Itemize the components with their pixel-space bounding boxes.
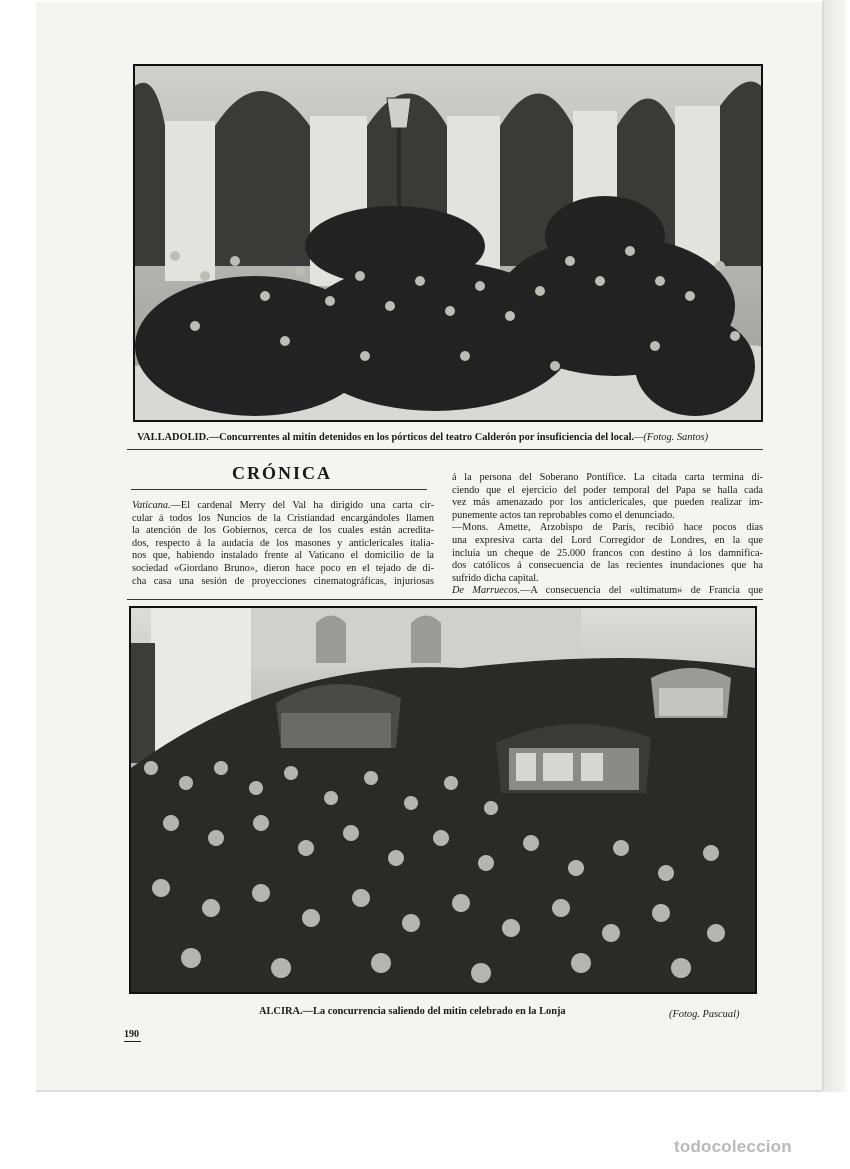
text-line: —El cardenal Merry del Val ha dirigido una carta cir- bbox=[170, 500, 434, 511]
section-title-underline bbox=[131, 489, 427, 490]
text-line: sociedad «Giordano Bruno», dieron hace poco en el tejado de di- bbox=[132, 562, 434, 574]
text-line: sufrido dicha capital. bbox=[452, 572, 539, 584]
text-line: —Mons. Amette, Arzobispo de París, recibió hace pocos días bbox=[452, 522, 763, 534]
text-line: cha casa una sesión de proyecciones cinematográficas, injuriosas bbox=[132, 575, 434, 587]
column-left bbox=[132, 500, 434, 588]
photo-alcira bbox=[129, 606, 757, 994]
photo-credit-alcira bbox=[669, 1009, 739, 1020]
text-line: punemente actos tan reprobables como el denunciado. bbox=[452, 509, 675, 521]
text-line: incluía un cheque de 25.000 francos con destino á los damnifica- bbox=[452, 547, 763, 559]
section-title: CRÓNICA bbox=[232, 463, 333, 483]
text-line: una expresiva carta del Lord Corregidor de Londres, en la que bbox=[452, 534, 763, 546]
watermark-logo: todocoleccion bbox=[674, 1137, 792, 1156]
text-line: dos católicos á consecuencia de las recientes inundaciones que ha bbox=[452, 560, 763, 572]
page-number: 190 bbox=[124, 1029, 139, 1040]
caption-valladolid bbox=[137, 432, 708, 443]
caption-place: ALCIRA. bbox=[259, 1006, 303, 1017]
text-line: nos que, habiendo instalado frente al Vaticano el domicilio de la bbox=[132, 550, 434, 562]
page-edge bbox=[822, 0, 846, 1092]
text-line: ciendo que el ejercicio del poder temporal del Papa se halla cada bbox=[452, 484, 763, 496]
caption-text: —Concurrentes al mitin detenidos en los pórticos del teatro Calderón por insuficiencia del local. bbox=[208, 432, 635, 443]
photo-credit: (Fotog. Pascual) bbox=[669, 1009, 740, 1020]
text-line: —A consecuencia del «ultimatum» de Francia que bbox=[520, 585, 763, 597]
photo-valladolid-image bbox=[135, 66, 761, 420]
text-line: la atención de los Gobiernos, cerca de los cuales están acredita- bbox=[132, 525, 434, 537]
caption-alcira bbox=[259, 1006, 566, 1017]
photo-credit: —(Fotog. Santos) bbox=[634, 432, 709, 443]
caption-place: VALLADOLID. bbox=[137, 432, 209, 443]
section-rule-top bbox=[127, 449, 763, 450]
section-label-marruecos: De Marruecos. bbox=[452, 585, 521, 597]
caption-text: —La concurrencia saliendo del mitin celebrado en la Lonja bbox=[302, 1006, 566, 1017]
lead-label: Vaticana. bbox=[132, 500, 171, 511]
section-rule-bottom bbox=[127, 599, 763, 600]
text-line: vez más amenazado por los anticlericales, que pueden realizar im- bbox=[452, 497, 763, 509]
photo-alcira-image bbox=[131, 608, 755, 992]
photo-valladolid bbox=[133, 64, 763, 422]
text-line: cular á todos los Nuncios de la Cristiandad encargándoles llamen bbox=[132, 512, 434, 524]
column-right bbox=[452, 472, 763, 598]
text-line: á la persona del Soberano Pontífice. La citada carta termina di- bbox=[452, 472, 763, 483]
text-line: dos, respecto á la audacia de los masones y anticlericales italia- bbox=[132, 537, 434, 549]
